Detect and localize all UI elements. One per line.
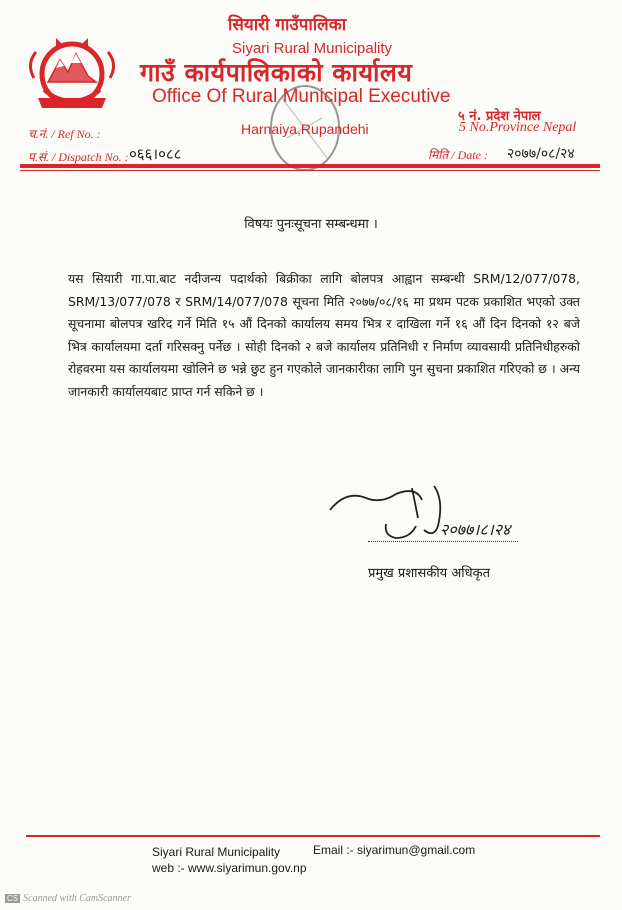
dispatch-no-value: ०६६।०८८ <box>129 145 182 163</box>
ref-no-label: च.नं. / Ref No. : <box>28 127 101 141</box>
office-name-nepali: गाउँ कार्यपालिकाको कार्यालय <box>140 58 413 87</box>
camscanner-icon: CS <box>7 894 19 903</box>
notice-body: यस सियारी गा.पा.बाट नदीजन्य पदार्थको बिक्रीका लागि बोलपत्र आह्वान सम्बन्धी SRM/12/077/078, SRM/13/077/078 र SRM/14/077/078 सूचना मिति २०७७/०८/१६ मा प्रथम पटक प्रकाशित भएको उक्त सूचनामा बोलपत्र खरिद गर्ने मिति १५ औं दिनको कार्यालय समय भित्र र दाखिला गर्ने १६ औं दिन दिनको १२ बजे भित्र कार्यालयमा दर्ता गरिसक्नु पर्नेछ । सोही दिनको २ बजे कार्यालय प्रतिनिधी र निर्माण व्यावसायी प्रतिनिधीहरुको रोहवरमा यस कार्यालयमा खोलिने छ भन्ने छुट हुन गएकोले जानकारीका लागि पुन सुचना प्रकाशित गरिएको छ । अन्य जानकारी कार्यालयबाट प्राप्त गर्न सकिने छ । <box>68 271 580 399</box>
signature-line <box>368 541 518 542</box>
signatory-title: प्रमुख प्रशासकीय अधिकृत <box>368 566 491 581</box>
nepal-emblem-logo <box>26 34 118 120</box>
scanner-watermark <box>5 893 131 904</box>
footer-municipality: Siyari Rural Municipality <box>152 845 281 859</box>
scanner-text: Scanned with CamScanner <box>23 893 131 904</box>
signature-date: २०७७।८।२४ <box>440 520 511 539</box>
header-divider <box>20 164 600 168</box>
subject-line: विषयः पुनःसूचना सम्बन्धमा । <box>244 217 378 232</box>
footer-divider <box>26 835 600 837</box>
office-address: Harnaiya,Rupandehi <box>241 121 369 137</box>
date-value: २०७७/०८/२४ <box>507 146 575 162</box>
footer-website: web :- www.siyarimun.gov.np <box>152 861 307 875</box>
org-name-nepali: सियारी गाउँपालिका <box>228 15 347 35</box>
province-english: 5 No.Province Nepal <box>459 120 577 135</box>
org-name-english: Siyari Rural Municipality <box>232 40 393 57</box>
office-name-english: Office Of Rural Municipal Executive <box>152 86 451 107</box>
header-divider-thin <box>20 170 600 171</box>
province-nepali: ५ नं. प्रदेश नेपाल <box>458 109 541 124</box>
footer-email: Email :- siyarimun@gmail.com <box>313 843 476 857</box>
dispatch-no-label: प.सं. / Dispatch No. : <box>28 150 129 164</box>
date-label: मिति / Date : <box>428 148 488 162</box>
